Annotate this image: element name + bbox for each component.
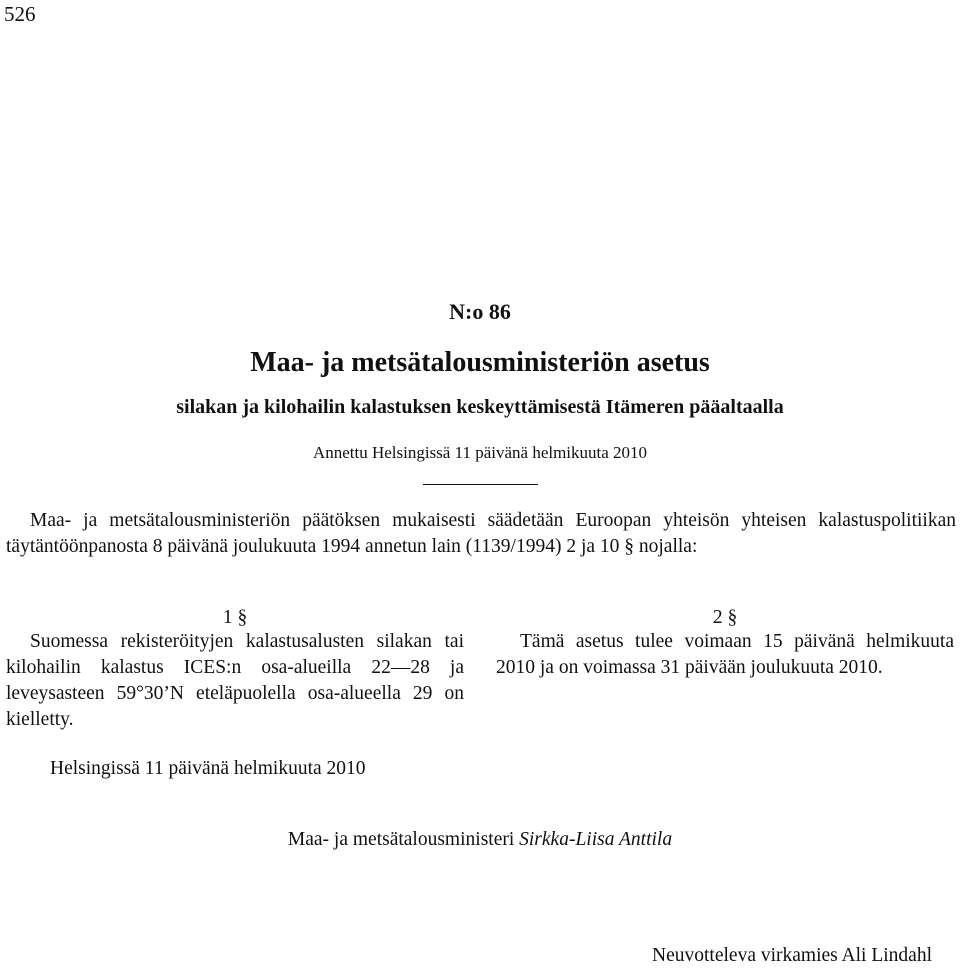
signature-place-date: Helsingissä 11 päivänä helmikuuta 2010 [50, 758, 366, 779]
section-1-text: Suomessa rekisteröityjen kalastusalusten silakan tai kilohailin kalastus ICES:n osa-alueilla 22—28 ja leveysasteen 59°30’N eteläpuolella osa-alueella 29 on kielletty. [6, 631, 464, 730]
section-2-text: Tämä asetus tulee voimaan 15 päivänä helmikuuta 2010 ja on voimassa 31 päivään joulukuuta 2010. [496, 631, 954, 678]
minister-title: Maa- ja metsätalousministeri [287, 829, 515, 850]
preamble-paragraph: Maa- ja metsätalousministeriön päätöksen mukaisesti säädetään Euroopan yhteisön yhteisen kalastuspolitiikan täytäntöönpanosta 8 päivänä joulukuuta 1994 annetun lain (1139/1994) 2 ja 10 § nojalla: [6, 510, 956, 557]
document-number: N:o 86 [449, 299, 511, 324]
divider-rule [423, 484, 538, 485]
section-2-heading: 2 § [712, 607, 738, 628]
section-2 [496, 605, 954, 681]
official-signature: Neuvotteleva virkamies Ali Lindahl [652, 945, 932, 966]
document-subtitle: silakan ja kilohailin kalastuksen keskeyttämisestä Itämeren pääaltaalla [176, 396, 784, 418]
page-number: 526 [4, 2, 36, 26]
issued-line: Annettu Helsingissä 11 päivänä helmikuuta 2010 [312, 443, 648, 462]
document-title: Maa- ja metsätalousministeriön asetus [250, 347, 710, 378]
section-1 [6, 605, 464, 733]
minister-name: Sirkka-Liisa Anttila [519, 829, 673, 850]
section-1-heading: 1 § [222, 607, 248, 628]
minister-signature [0, 829, 960, 851]
